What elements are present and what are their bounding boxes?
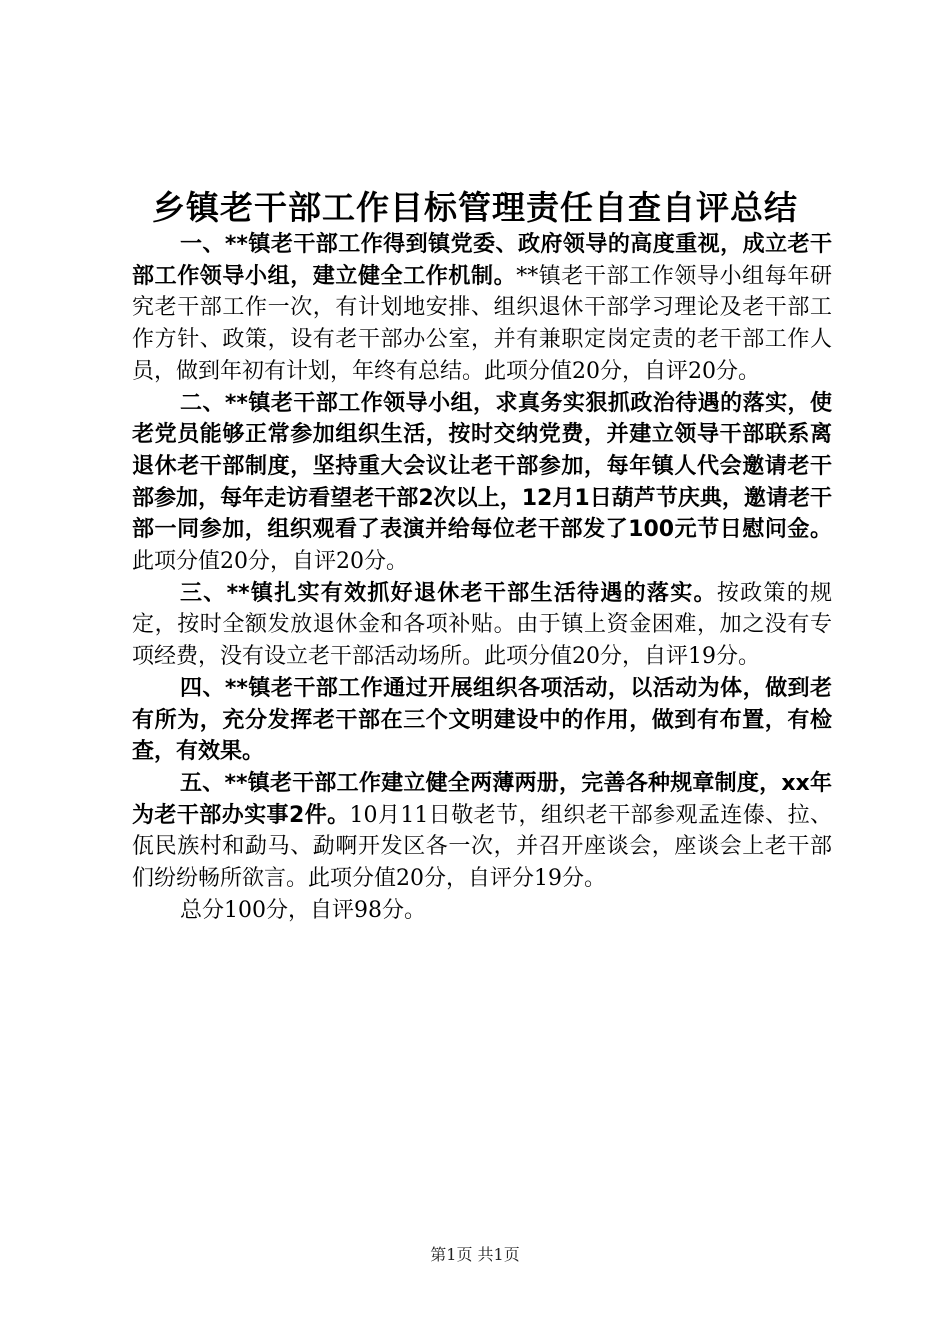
paragraph-lead: 四、**镇老干部工作通过开展组织各项活动，以活动为体，做到老有所为，充分发挥老干部在三个文明建设中的作用，做到有布置，有检查，有效果。: [132, 675, 832, 765]
page-footer: 第1页 共1页: [430, 1245, 520, 1264]
paragraph-3: [132, 578, 832, 673]
paragraph-5: [132, 768, 832, 895]
paragraph-lead: 三、**镇扎实有效抓好退休老干部生活待遇的落实。: [180, 580, 717, 606]
paragraph-total: [132, 895, 832, 927]
paragraph-text: 按政策的规定，按时全额发放退休金和各项补贴。由于镇上资金困难，加之没有专项经费，没有设立老干部活动场所。此项分值20分，自评19分。: [132, 580, 832, 670]
paragraph-4: [132, 673, 832, 768]
document-title: 乡镇老干部工作目标管理责任自查自评总结: [152, 188, 798, 227]
paragraph-1: [132, 229, 832, 388]
paragraph-2: [132, 388, 832, 578]
document-body: [132, 229, 832, 926]
paragraph-lead: 五、**镇老干部工作建立健全两薄两册，完善各种规章制度，xx年为老干部办实事2件。: [132, 770, 832, 828]
paragraph-text: **镇老干部工作领导小组每年研究老干部工作一次，有计划地安排、组织退休干部学习理论及老干部工作方针、政策，设有老干部办公室，并有兼职定岗定责的老干部工作人员，做到年初有计划，年终有总结。此项分值20分，自评20分。: [132, 263, 832, 384]
paragraph-text: 总分100分，自评98分。: [180, 897, 426, 923]
paragraph-lead: 一、**镇老干部工作得到镇党委、政府领导的高度重视，成立老干部工作领导小组，建立健全工作机制。: [132, 232, 832, 289]
paragraph-text: 此项分值20分，自评20分。: [132, 549, 408, 575]
paragraph-lead: 二、**镇老干部工作领导小组，求真务实狠抓政治待遇的落实，使老党员能够正常参加组织生活，按时交纳党费，并建立领导干部联系离退休老干部制度，坚持重大会议让老干部参加，每年镇人代会邀请老干部参加，每年走访看望老干部2次以上，12月1日葫芦节庆典，邀请老干部一同参加，组织观看了表演并给每位老干部发了100元节日慰问金。: [132, 390, 832, 543]
paragraph-text: 10月11日敬老节，组织老干部参观孟连傣、拉、佤民族村和勐马、勐啊开发区各一次，并召开座谈会，座谈会上老干部们纷纷畅所欲言。此项分值20分，自评分19分。: [132, 802, 832, 892]
